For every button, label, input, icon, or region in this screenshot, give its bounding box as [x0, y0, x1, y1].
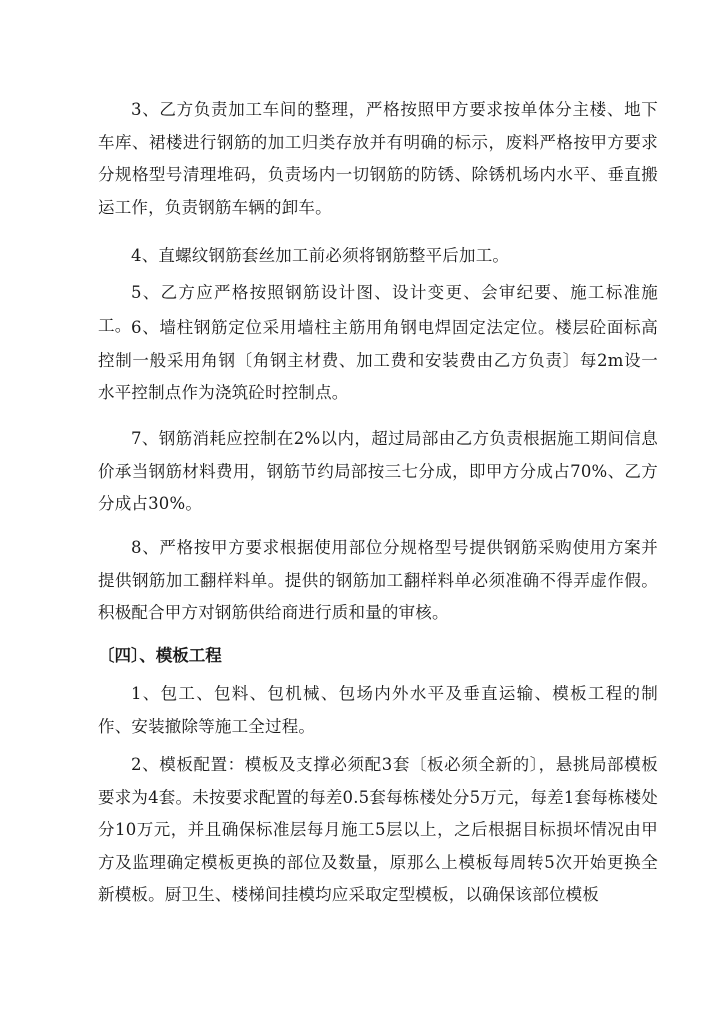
paragraph-item-4: 4、直螺纹钢筋套丝加工前必须将钢筋整平后加工。 [131, 246, 510, 265]
paragraph-item-7: 7、钢筋消耗应控制在2%以内，超过局部由乙方负责根据施工期间信息价承当钢筋材料费用，钢筋节约局部按三七分成，即甲方分成占70%、乙方分成占30%。 [98, 429, 658, 513]
paragraph-item-8: 8、严格按甲方要求根据使用部位分规格型号提供钢筋采购使用方案并提供钢筋加工翻样料单。提供的钢筋加工翻样料单必须准确不得弄虚作假。积极配合甲方对钢筋供给商进行质和量的审核。 [98, 538, 658, 622]
section-heading: 〔四〕、模板工程 [98, 646, 222, 665]
paragraph-item-5: 5、乙方应严格按照钢筋设计图、设计变更、会审纪要、施工标准施工。 [98, 283, 658, 335]
section-paragraph-2: 2、模板配置：模板及支撑必须配3套〔板必须全新的〕，悬挑局部模板要求为4套。未按要求配置的每差0.5套每栋楼处分5万元，每差1套每栋楼处分10万元，并且确保标准层每月施工5层以上，之后根据目标损坏情况由甲方及监理确定模板更换的部位及数量，原那么上模板每周转5次开始更换全新模板。厨卫生、楼梯间挂模均应采取定型模板，以确保该部位模板 [98, 755, 658, 904]
paragraph-item-3: 3、乙方负责加工车间的整理，严格按照甲方要求按单体分主楼、地下车库、裙楼进行钢筋的加工归类存放并有明确的标示，废料严格按甲方要求分规格型号清理堆码，负责场内一切钢筋的防锈、除锈机场内水平、垂直搬运工作，负责钢筋车辆的卸车。 [98, 100, 658, 217]
section-paragraph-1: 1、包工、包料、包机械、包场内外水平及垂直运输、模板工程的制作、安装撤除等施工全过程。 [98, 684, 658, 736]
paragraph-item-6: 6、墙柱钢筋定位采用墙柱主筋用角钢电焊固定法定位。楼层砼面标高控制一般采用角钢〔角钢主材费、加工费和安装费由乙方负责〕每2m设一水平控制点作为浇筑砼时控制点。 [98, 318, 658, 402]
